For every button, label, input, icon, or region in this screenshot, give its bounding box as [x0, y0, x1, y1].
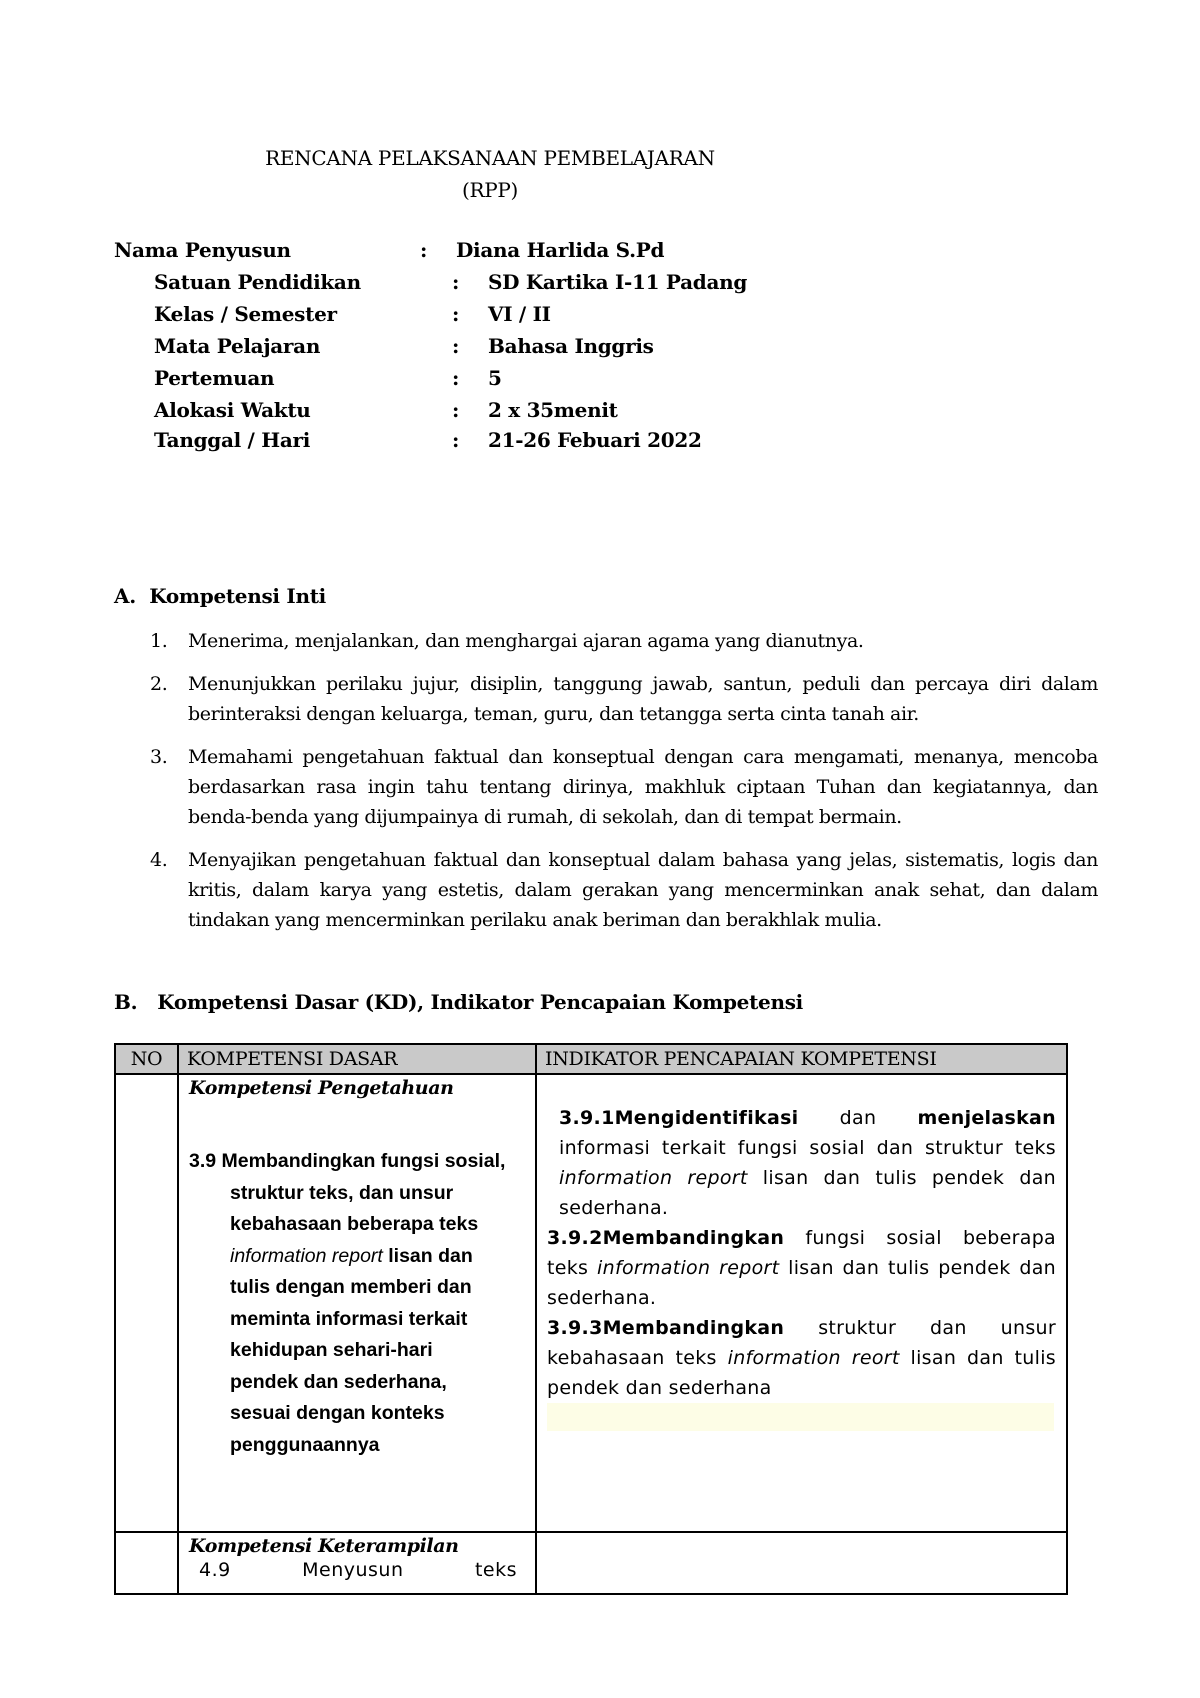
info-label-alokasi-waktu: Alokasi Waktu — [154, 398, 311, 422]
indikator-code: 3.9.3Membandingkan — [547, 1317, 785, 1339]
kd-cell-keterampilan — [178, 1532, 536, 1594]
info-colon: : — [452, 366, 460, 390]
info-colon: : — [452, 428, 460, 452]
info-label-pertemuan: Pertemuan — [154, 366, 275, 390]
section-a-marker: A. — [114, 584, 136, 608]
indikator-italic: information reort — [727, 1347, 900, 1369]
kd-line: penggunaannya — [230, 1433, 380, 1456]
kd-table — [114, 1043, 1068, 1595]
info-value-tanggal-hari: 21-26 Febuari 2022 — [488, 428, 702, 452]
indikator-item — [547, 1103, 1056, 1223]
list-item — [150, 845, 1098, 935]
indikator-text: lisan dan tulis pendek dan sederhana. — [559, 1167, 1056, 1219]
kd-line: lisan dan — [382, 1244, 473, 1267]
info-colon: : — [452, 398, 460, 422]
kd-4-9-text — [179, 1557, 535, 1581]
kd-line: kebahasaan beberapa teks — [230, 1213, 479, 1235]
info-colon: : — [452, 270, 460, 294]
kd-line: pendek dan sederhana, — [230, 1370, 447, 1393]
info-value-alokasi-waktu: 2 x 35menit — [488, 398, 618, 422]
list-item-text: Menyajikan pengetahuan faktual dan konseptual dalam bahasa yang jelas, sistematis, logis dan kritis, dalam karya yang estetis, dalam gerakan yang mencerminkan anak sehat, dan dalam tindakan yang mencerminkan perilaku anak beriman dan berakhlak mulia. — [188, 849, 1098, 931]
info-colon: : — [452, 334, 460, 358]
indikator-list — [537, 1075, 1066, 1403]
info-value-mata-pelajaran: Bahasa Inggris — [488, 334, 654, 358]
kd-line: meminta informasi terkait — [230, 1307, 468, 1330]
header-kompetensi-dasar: KOMPETENSI DASAR — [178, 1044, 536, 1074]
table-row — [115, 1532, 1067, 1594]
info-label-kelas-semester: Kelas / Semester — [154, 302, 337, 326]
indikator-code: 3.9.2Membandingkan — [547, 1227, 785, 1249]
kd-subhead-pengetahuan: Kompetensi Pengetahuan — [189, 1077, 454, 1099]
kd-cell-pengetahuan — [178, 1074, 536, 1532]
kd-line: tulis dengan memberi dan — [230, 1276, 472, 1298]
info-label-satuan-pendidikan: Satuan Pendidikan — [154, 270, 361, 294]
info-value-kelas-semester: VI / II — [488, 302, 551, 326]
info-value-nama-penyusun: Diana Harlida S.Pd — [456, 238, 665, 262]
list-item-number: 2. — [150, 673, 168, 695]
list-item-text: Memahami pengetahuan faktual dan konseptual dengan cara mengamati, menanya, mencoba berdasarkan rasa ingin tahu tentang dirinya, makhluk ciptaan Tuhan dan kegiatannya, dan benda-benda yang dijumpainya di rumah, di sekolah, dan di tempat bermain. — [188, 746, 1098, 828]
indikator-item — [547, 1223, 1056, 1313]
info-value-pertemuan: 5 — [488, 366, 502, 390]
indikator-text: lisan dan tulis pendek dan sederhana. — [547, 1257, 1056, 1309]
kd-subhead-keterampilan: Kompetensi Keterampilan — [189, 1535, 459, 1557]
info-colon: : — [452, 302, 460, 326]
list-item-text: Menunjukkan perilaku jujur, disiplin, tanggung jawab, santun, peduli dan percaya diri dalam berinteraksi dengan keluarga, teman, guru, dan tetangga serta cinta tanah air. — [188, 673, 1098, 725]
no-cell — [115, 1532, 178, 1594]
table-header-row — [115, 1044, 1067, 1074]
kd-code: 3.9 — [189, 1150, 217, 1172]
indikator-item — [547, 1313, 1056, 1403]
table-row — [115, 1074, 1067, 1532]
document-subtitle: (RPP) — [461, 178, 519, 202]
indikator-text: informasi terkait fungsi sosial dan struktur teks — [559, 1137, 1056, 1159]
info-label-mata-pelajaran: Mata Pelajaran — [154, 334, 321, 358]
list-item — [150, 742, 1098, 832]
document-title: RENCANA PELAKSANAAN PEMBELAJARAN — [265, 146, 715, 170]
indikator-code: 3.9.1Mengidentifikasi — [559, 1107, 799, 1129]
section-b-marker: B. — [114, 990, 138, 1014]
info-label-nama-penyusun: Nama Penyusun — [114, 238, 291, 262]
list-item — [150, 669, 1098, 729]
list-item-text: Menerima, menjalankan, dan menghargai ajaran agama yang dianutnya. — [188, 630, 864, 652]
indikator-text: dan — [798, 1107, 918, 1129]
kd-line: Membandingkan fungsi sosial, — [221, 1150, 506, 1172]
list-item-number: 4. — [150, 849, 168, 871]
kd-word: teks — [474, 1559, 517, 1581]
indikator-text: lisan dan tulis pendek dan sederhana — [547, 1347, 1056, 1399]
kd-line-italic: information report — [230, 1244, 383, 1267]
indikator-italic: information report — [597, 1257, 780, 1279]
kd-word: Menyusun — [302, 1559, 404, 1581]
indikator-text: struktur dan unsur kebahasaan teks — [547, 1317, 1056, 1369]
section-a-heading — [114, 584, 326, 608]
no-cell — [115, 1074, 178, 1532]
section-b-heading — [114, 990, 803, 1014]
header-no: NO — [115, 1044, 178, 1074]
info-colon: : — [420, 238, 428, 262]
kd-line: sesuai dengan konteks — [230, 1402, 445, 1424]
list-item-number: 1. — [150, 630, 168, 652]
info-label-tanggal-hari: Tanggal / Hari — [154, 428, 311, 452]
highlight-band — [547, 1403, 1054, 1431]
section-a-title: Kompetensi Inti — [149, 584, 326, 608]
indikator-italic: information report — [559, 1167, 748, 1189]
kompetensi-inti-list — [150, 626, 1098, 948]
indikator-cell — [536, 1074, 1067, 1532]
list-item-number: 3. — [150, 746, 168, 768]
indikator-text: fungsi sosial beberapa teks — [547, 1227, 1056, 1279]
header-indikator: INDIKATOR PENCAPAIAN KOMPETENSI — [536, 1044, 1067, 1074]
indikator-cell-empty — [536, 1532, 1067, 1594]
kd-3-9-text — [179, 1099, 535, 1461]
kd-line: struktur teks, dan unsur — [230, 1181, 454, 1204]
section-b-title: Kompetensi Dasar (KD), Indikator Pencapaian Kompetensi — [157, 990, 803, 1014]
list-item — [150, 626, 1098, 656]
kd-code: 4.9 — [199, 1559, 231, 1581]
indikator-bold: menjelaskan — [917, 1107, 1056, 1129]
info-value-satuan-pendidikan: SD Kartika I-11 Padang — [488, 270, 748, 294]
kd-line: kehidupan sehari-hari — [230, 1339, 433, 1361]
